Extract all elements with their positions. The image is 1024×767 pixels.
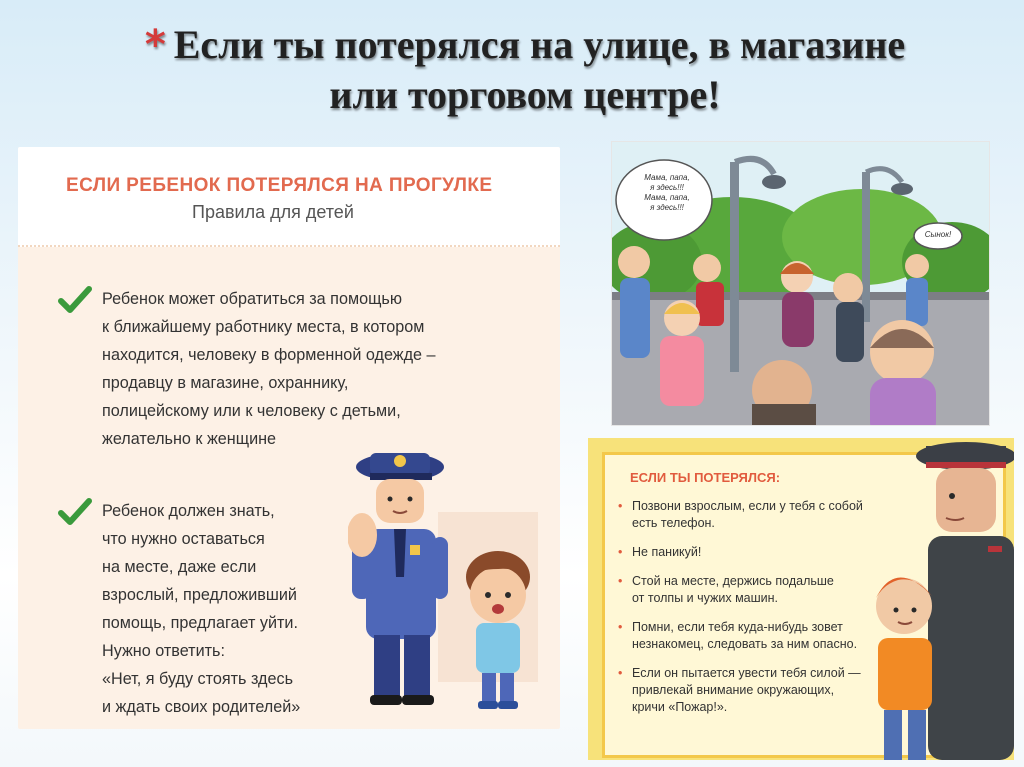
advice-line: от толпы и чужих машин. [632, 591, 779, 605]
advice-line: Если он пытается увести тебя силой — [632, 666, 861, 680]
rule-line: желательно к женщине [102, 430, 277, 448]
rule-item [58, 497, 300, 721]
street-scene-illustration [611, 141, 990, 426]
rule-line: Нужно ответить: [102, 642, 225, 660]
rule-line: продавцу в магазине, охраннику, [102, 374, 349, 392]
speech-bubble-left [632, 173, 702, 213]
advice-item [618, 619, 888, 653]
advice-item [618, 665, 888, 716]
rule-line: Ребенок должен знать, [102, 502, 275, 520]
lost-child-rules-panel [18, 147, 560, 729]
police-officer-illustration [348, 437, 558, 729]
rule-line: на месте, даже если [102, 558, 257, 576]
title-bullet: * [144, 22, 166, 68]
speech-bubble-right: Сынок! [924, 230, 952, 239]
rule-line: помощь, предлагает уйти. [102, 614, 298, 632]
advice-item [618, 544, 888, 561]
check-icon [58, 497, 92, 536]
rule-line: «Нет, я буду стоять здесь [102, 670, 294, 688]
advice-line: кричи «Пожар!». [632, 700, 728, 714]
rule-line: что нужно оставаться [102, 530, 265, 548]
rule-line: находится, человеку в форменной одежде – [102, 346, 436, 364]
bullet-dot: • [618, 499, 623, 513]
advice-item [618, 498, 888, 532]
advice-line: Не паникуй! [632, 545, 702, 559]
bullet-dot: • [618, 620, 623, 634]
bullet-dot: • [618, 574, 623, 588]
lost-advice-card [588, 438, 1014, 760]
card-heading: ЕСЛИ ТЫ ПОТЕРЯЛСЯ: [630, 470, 781, 485]
title-line-1: Если ты потерялся на улице, в магазине [173, 22, 906, 67]
advice-list [618, 498, 888, 728]
title-line-2: или торговом центре! [329, 72, 721, 117]
rule-line: и ждать своих родителей» [102, 698, 301, 716]
rule-line: к ближайшему работнику места, в котором [102, 318, 425, 336]
slide-title [60, 20, 990, 120]
bubble-text: я здесь!!! [650, 203, 684, 212]
advice-line: Стой на месте, держись подальше [632, 574, 834, 588]
panel-header [18, 147, 560, 247]
advice-item [618, 573, 888, 607]
advice-line: Позвони взрослым, если у тебя с собой [632, 499, 863, 513]
bubble-text: я здесь!!! [650, 183, 684, 192]
bullet-dot: • [618, 666, 623, 680]
bullet-dot: • [618, 545, 623, 559]
bubble-text: Мама, папа, [644, 173, 690, 182]
advice-line: Помни, если тебя куда-нибудь зовет [632, 620, 843, 634]
rule-line: взрослый, предложивший [102, 586, 297, 604]
advice-line: есть телефон. [632, 516, 715, 530]
check-icon [58, 285, 92, 324]
bubble-text: Мама, папа, [644, 193, 690, 202]
security-guard-illustration [856, 438, 1014, 760]
rule-line: Ребенок может обратиться за помощью [102, 290, 402, 308]
advice-line: привлекай внимание окружающих, [632, 683, 835, 697]
advice-line: незнакомец, следовать за ним опасно. [632, 637, 858, 651]
panel-subheading: Правила для детей [192, 202, 354, 222]
panel-heading: ЕСЛИ РЕБЕНОК ПОТЕРЯЛСЯ НА ПРОГУЛКЕ [66, 175, 493, 196]
rule-line: полицейскому или к человеку с детьми, [102, 402, 401, 420]
rule-item [58, 285, 436, 453]
